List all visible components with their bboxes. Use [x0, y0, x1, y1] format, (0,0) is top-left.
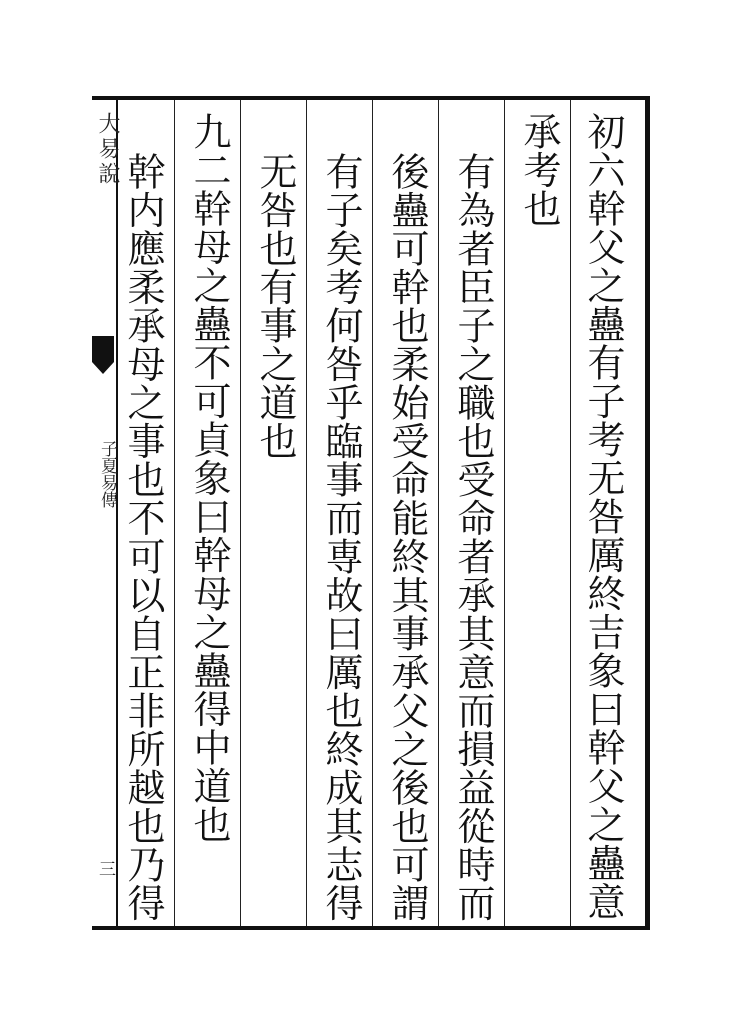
- text-column-3: 有為者臣子之職也受命者承其意而損益從時而: [451, 152, 495, 922]
- page-border-frame: [92, 96, 650, 930]
- margin-chapter-title: 子夏易傳: [97, 440, 117, 508]
- column-rule: [504, 100, 505, 926]
- text-column-8: 幹内應柔承母之事也不可以自正非所越也乃得: [121, 152, 165, 922]
- column-rule: [438, 100, 439, 926]
- margin-book-title: 大易說: [95, 112, 120, 187]
- column-rule: [174, 100, 175, 926]
- text-column-6: 无咎也有事之道也: [253, 152, 297, 460]
- column-rule: [240, 100, 241, 926]
- column-rule: [570, 100, 571, 926]
- fishtail-block: [92, 336, 114, 362]
- text-column-4: 後蠱可幹也柔始受命能終其事承父之後也可謂: [385, 152, 429, 922]
- text-column-2: 承考也: [517, 112, 561, 228]
- margin-strip: [92, 96, 118, 930]
- text-column-5: 有子矣考何咎乎臨事而専故曰厲也終成其志得: [319, 152, 363, 922]
- fishtail-mark: [92, 362, 114, 374]
- margin-page-number: 三: [95, 860, 115, 877]
- text-column-7: 九二幹母之蠱不可貞象曰幹母之蠱得中道也: [187, 112, 231, 844]
- column-rule: [372, 100, 373, 926]
- text-column-1: 初六幹父之蠱有子考无咎厲終吉象曰幹父之蠱意: [581, 112, 625, 921]
- column-rule: [306, 100, 307, 926]
